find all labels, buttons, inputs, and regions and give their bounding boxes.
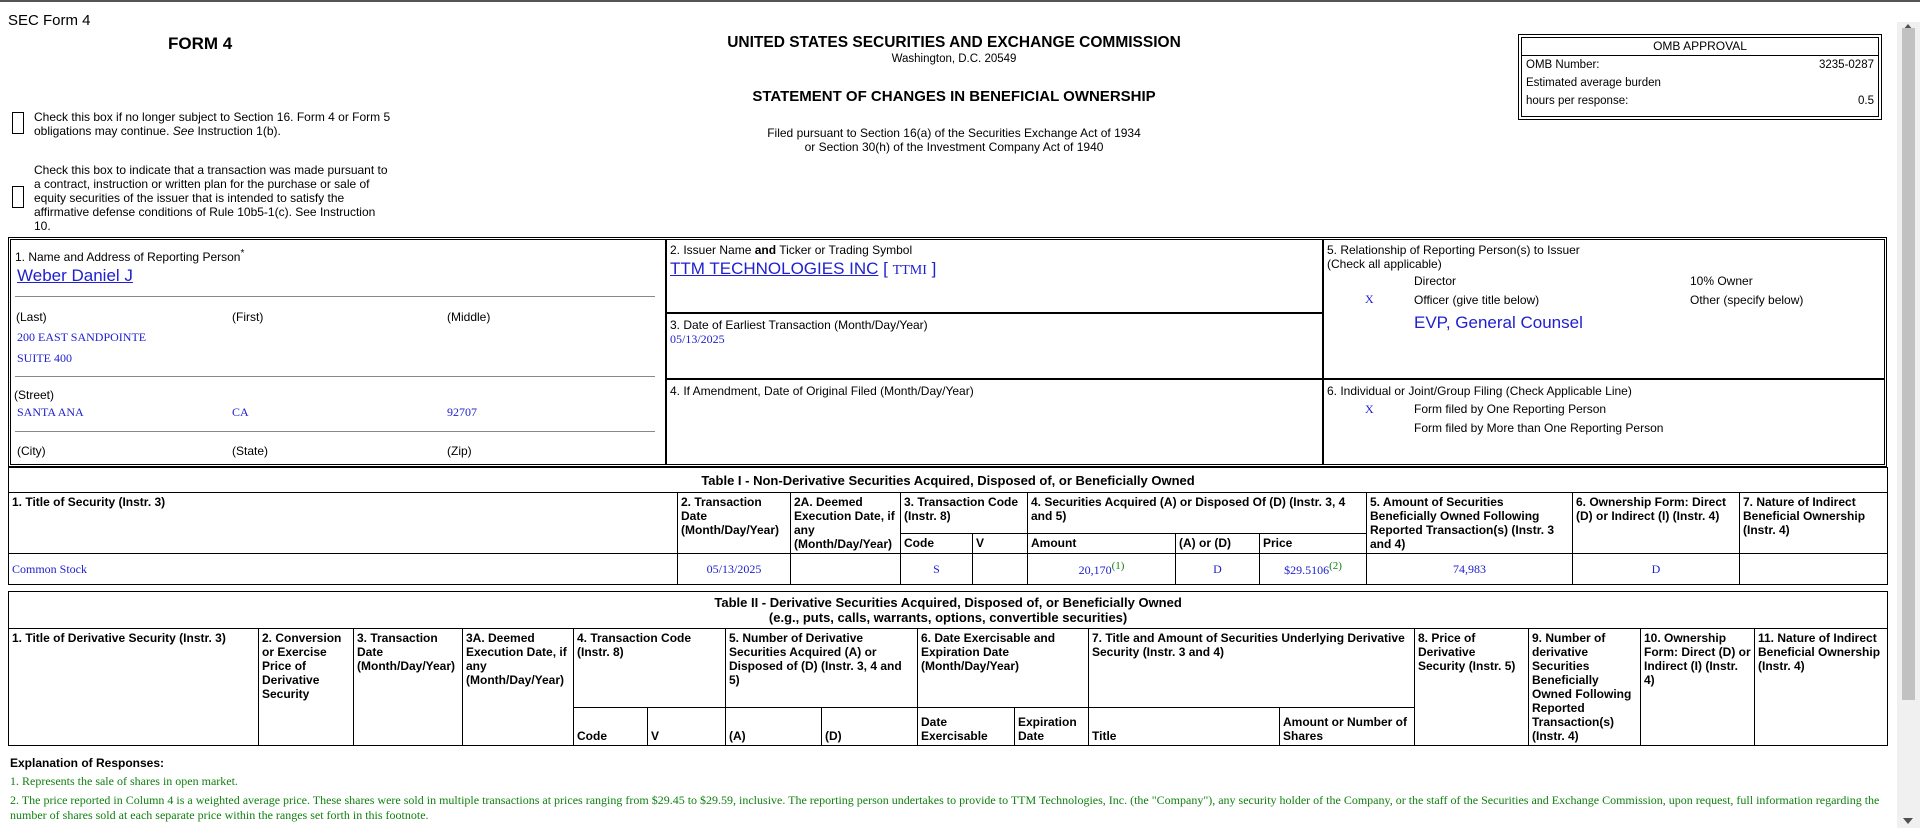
box1-label-text: 1. Name and Address of Reporting Person [15, 250, 241, 264]
omb-title: OMB APPROVAL [1522, 38, 1878, 56]
row-date: 05/13/2025 [678, 554, 791, 585]
zip-label: (Zip) [447, 444, 472, 458]
table2-h3: 3. Transaction Date (Month/Day/Year) [354, 629, 463, 746]
omb-hours-row [1522, 92, 1878, 110]
table2-title-col: Title [1089, 708, 1280, 746]
table1-h2a: 2A. Deemed Execution Date, if any (Month/Day/Year) [791, 493, 901, 554]
officer-label: Officer (give title below) [1414, 293, 1540, 307]
agency-city: Washington, D.C. 20549 [891, 53, 1017, 65]
table2-h11: 11. Nature of Indirect Beneficial Ownership (Instr. 4) [1755, 629, 1888, 746]
table1-h7: 7. Nature of Indirect Beneficial Ownership (Instr. 4) [1740, 493, 1888, 554]
table2-code: Code [574, 708, 648, 746]
box1-label [15, 248, 244, 264]
vertical-scrollbar[interactable] [1897, 22, 1920, 828]
table1-h5: 5. Amount of Securities Beneficially Owned Following Reported Transaction(s) (Instr. 3 and 4) [1367, 493, 1573, 554]
window-top-border [0, 0, 1920, 2]
row-price-value: $29.5106 [1284, 563, 1330, 577]
row-nature [1740, 554, 1888, 585]
table1-aord: (A) or (D) [1176, 533, 1260, 553]
table2-v: V [648, 708, 726, 746]
row-form: D [1573, 554, 1740, 585]
footnote-1: 1. Represents the sale of shares in open market. [10, 774, 238, 788]
row-price [1260, 554, 1367, 585]
table2-h3a: 3A. Deemed Execution Date, if any (Month/Day/Year) [463, 629, 574, 746]
owner10-label: 10% Owner [1690, 274, 1753, 288]
street-label: (Street) [14, 388, 55, 402]
table2-h5: 5. Number of Derivative Securities Acquired (A) or Disposed of (D) (Instr. 3, 4 and 5) [726, 629, 918, 708]
row-deemed [791, 554, 901, 585]
issuer-link[interactable]: TTM TECHNOLOGIES INC [670, 259, 879, 278]
omb-number-row [1522, 56, 1878, 74]
last-label: (Last) [16, 310, 47, 324]
middle-label: (Middle) [447, 310, 491, 324]
table1-h1: 1. Title of Security (Instr. 3) [9, 493, 678, 554]
row-v [973, 554, 1028, 585]
table1-code: Code [901, 533, 973, 553]
checkbox1-line2 [34, 124, 404, 138]
city-value: SANTA ANA [17, 405, 84, 419]
row-owned: 74,983 [1367, 554, 1573, 585]
table1-title: Table I - Non-Derivative Securities Acquired, Disposed of, or Beneficially Owned [9, 468, 1888, 493]
omb-number-label: OMB Number: [1526, 59, 1600, 71]
table2-h2: 2. Conversion or Exercise Price of Derivative Security [259, 629, 354, 746]
table1-v: V [973, 533, 1028, 553]
director-label: Director [1414, 274, 1457, 288]
asterisk: * [240, 248, 245, 259]
table2-exp: Expiration Date [1015, 708, 1089, 746]
row-amount [1028, 554, 1176, 585]
agency-title: UNITED STATES SECURITIES AND EXCHANGE COMMISSION [727, 34, 1181, 51]
checkbox1-text [34, 110, 404, 138]
row-amount-value: 20,170 [1078, 563, 1112, 577]
footnote-2: 2. The price reported in Column 4 is a weighted average price. These shares were sold in multiple transactions at prices ranging from $29.45 to $29.59, inclusive. The reporting person undertakes to provide to TTM Technologies, Inc. (the "Company"), any security holder of the Company, or the staff of the Securities and Exchange Commission, upon request, full information regarding the number of shares sold at each separate price within the ranges set forth in this footnote. [10, 793, 1880, 822]
table2-amount-shares: Amount or Number of Shares [1280, 708, 1415, 746]
table2-a: (A) [726, 708, 822, 746]
checkbox1-line2a: obligations may continue. [34, 124, 170, 138]
omb-burden-label: Estimated average burden [1526, 77, 1661, 89]
street-line-1: 200 EAST SANDPOINTE [17, 330, 147, 344]
checkbox1-see: See [172, 124, 195, 138]
row-code: S [901, 554, 973, 585]
omb-hours-value: 0.5 [1858, 95, 1874, 107]
table2-h10: 10. Ownership Form: Direct (D) or Indirect (I) (Instr. 4) [1641, 629, 1755, 746]
table1-amount: Amount [1028, 533, 1176, 553]
street-line-2: SUITE 400 [17, 351, 72, 365]
checkbox1-instr: Instruction 1(b). [197, 124, 281, 138]
table1-h3: 3. Transaction Code (Instr. 8) [901, 493, 1028, 534]
box5-label: 5. Relationship of Reporting Person(s) to Issuer [1327, 243, 1580, 257]
officer-title: EVP, General Counsel [1414, 313, 1583, 332]
other-label: Other (specify below) [1690, 293, 1804, 307]
table2-date-ex: Date Exercisable [918, 708, 1015, 746]
row-title: Common Stock [9, 554, 678, 585]
explanation-heading: Explanation of Responses: [10, 756, 165, 770]
checkbox1-line1: Check this box if no longer subject to Section 16. Form 4 or Form 5 [34, 110, 391, 124]
earliest-date-value: 05/13/2025 [670, 332, 725, 346]
table2-h6: 6. Date Exercisable and Expiration Date (Month/Day/Year) [918, 629, 1089, 708]
table1-h6: 6. Ownership Form: Direct (D) or Indirect (I) (Instr. 4) [1573, 493, 1740, 554]
table2-title [9, 592, 1888, 629]
divider [15, 296, 655, 297]
table2-h8: 8. Price of Derivative Security (Instr. 5) [1415, 629, 1529, 746]
first-label: (First) [232, 310, 264, 324]
table2-h9: 9. Number of derivative Securities Beneficially Owned Following Reported Transaction(s) (Instr. 4) [1529, 629, 1641, 746]
checkbox2-line: a contract, instruction or written plan for the purchase or sale of [34, 177, 370, 191]
scrollbar-thumb[interactable] [1902, 28, 1915, 700]
filed-line-2: or Section 30(h) of the Investment Company Act of 1940 [804, 140, 1104, 154]
table2-d: (D) [822, 708, 918, 746]
omb-approval-box [1518, 34, 1882, 120]
divider [15, 376, 655, 377]
form-title: FORM 4 [168, 34, 233, 53]
rule10b5-checkbox[interactable] [12, 186, 24, 208]
table2-title-text: Table II - Derivative Securities Acquired, Disposed of, or Beneficially Owned [714, 595, 1182, 610]
table-2-derivative [8, 591, 1888, 746]
ticker-bracket-open: [ [883, 259, 888, 278]
state-value: CA [232, 405, 249, 419]
officer-mark: X [1365, 292, 1374, 306]
table-row [9, 554, 1888, 585]
checkbox2-line: 10. [34, 219, 51, 233]
ticker-bracket-close: ] [931, 259, 937, 278]
box5-sub: (Check all applicable) [1327, 257, 1442, 271]
footnote-2-ref[interactable]: (2) [1329, 560, 1342, 572]
filing-more-label: Form filed by More than One Reporting Person [1414, 421, 1664, 435]
box6-label: 6. Individual or Joint/Group Filing (Check Applicable Line) [1327, 384, 1632, 398]
row-aord: D [1176, 554, 1260, 585]
box3-label: 3. Date of Earliest Transaction (Month/Day/Year) [670, 318, 928, 332]
omb-burden-row [1522, 74, 1878, 92]
box2-label-a: 2. Issuer Name [670, 243, 752, 257]
box2-label-c: Ticker or Trading Symbol [779, 243, 913, 257]
scroll-down-icon[interactable] [1903, 818, 1913, 824]
ticker-symbol: TTMI [892, 263, 927, 278]
table2-h4: 4. Transaction Code (Instr. 8) [574, 629, 726, 708]
checkbox2-text [34, 163, 404, 233]
filing-mark: X [1365, 402, 1374, 416]
doc-label: SEC Form 4 [8, 12, 91, 29]
table1-h4: 4. Securities Acquired (A) or Disposed Of (D) (Instr. 3, 4 and 5) [1028, 493, 1367, 534]
box2-label-b: and [754, 243, 777, 257]
statement-title: STATEMENT OF CHANGES IN BENEFICIAL OWNERSHIP [752, 88, 1156, 105]
box4-label: 4. If Amendment, Date of Original Filed (Month/Day/Year) [670, 384, 974, 398]
table1-price: Price [1260, 533, 1367, 553]
box2-label [670, 243, 912, 257]
table2-subtitle: (e.g., puts, calls, warrants, options, convertible securities) [768, 610, 1128, 625]
section16-checkbox[interactable] [12, 112, 24, 134]
state-label: (State) [232, 444, 269, 458]
table-1-non-derivative [8, 467, 1888, 585]
checkbox2-line: Check this box to indicate that a transaction was made pursuant to [34, 163, 388, 177]
omb-hours-label: hours per response: [1526, 95, 1629, 107]
footnote-1-ref[interactable]: (1) [1111, 560, 1125, 572]
checkbox2-line: equity securities of the issuer that is intended to satisfy the [34, 191, 345, 205]
table1-h2: 2. Transaction Date (Month/Day/Year) [678, 493, 791, 554]
zip-value: 92707 [447, 405, 477, 419]
issuer-line [670, 259, 936, 279]
city-label: (City) [17, 444, 46, 458]
divider [15, 431, 655, 432]
checkbox2-line: affirmative defense conditions of Rule 10b5-1(c). See Instruction [34, 205, 376, 219]
table2-h1: 1. Title of Derivative Security (Instr. 3) [9, 629, 259, 746]
table2-h7: 7. Title and Amount of Securities Underlying Derivative Security (Instr. 3 and 4) [1089, 629, 1415, 708]
reporting-person-link[interactable]: Weber Daniel J [17, 266, 133, 285]
filed-line-1: Filed pursuant to Section 16(a) of the Securities Exchange Act of 1934 [767, 126, 1141, 140]
omb-number-value: 3235-0287 [1819, 59, 1874, 71]
filing-one-label: Form filed by One Reporting Person [1414, 402, 1607, 416]
